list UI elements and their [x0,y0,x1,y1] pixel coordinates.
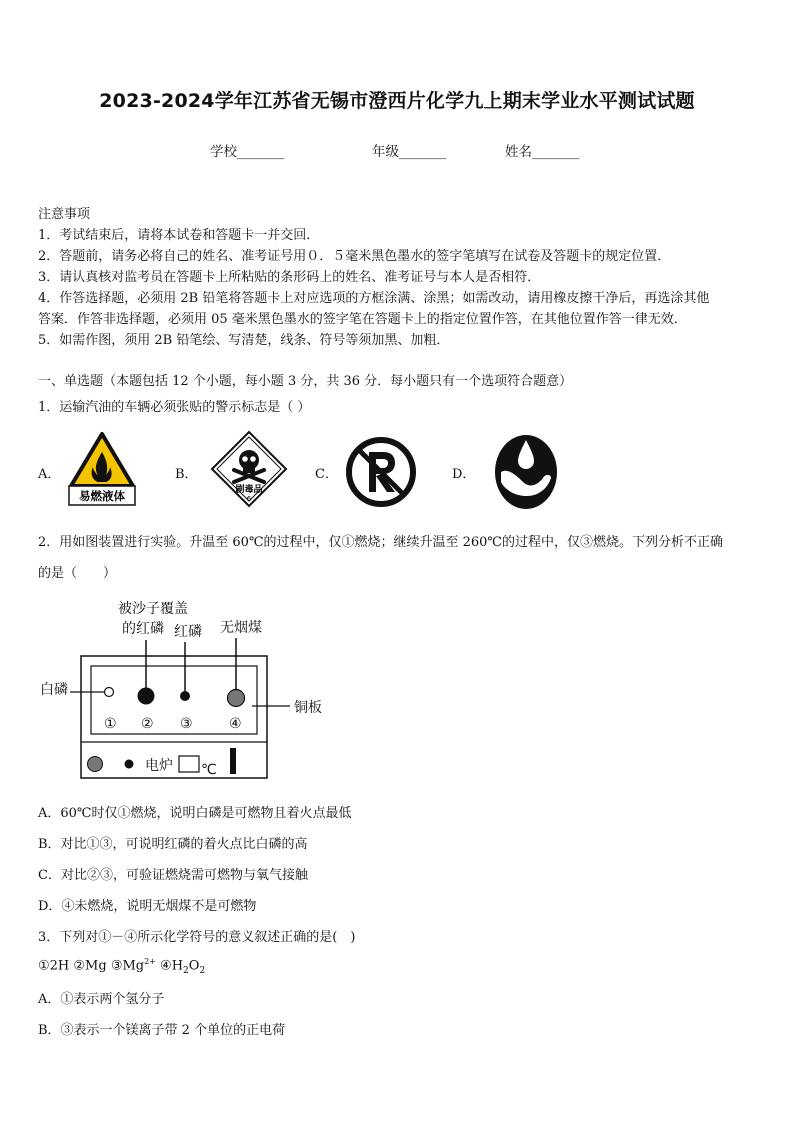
q1-stem: 1．运输汽油的车辆必须张贴的警示标志是（ ） [38,400,311,415]
note-item: 1．考试结束后，请将本试卷和答题卡一并交回． [38,228,320,243]
marker-2: ② [141,716,154,732]
q3-formulas: ①2H ②Mg $③Mg^{2+}$ $④H_2O_2$ [38,957,206,976]
water-saving-sign [493,432,559,510]
q2-option-a: A．60℃时仅①燃烧，说明白磷是可燃物且着火点最低 [38,806,352,821]
sign-b-text: 剧毒品 [235,485,263,495]
q2-stem: 2．用如图装置进行实验。升温至 60℃的过程中，仅①燃烧；继续升温至 260℃的过程中，仅③燃烧。下列分析不正确 [38,535,723,550]
sand-covered-red-phosphorus-sample [138,688,155,705]
name-field: 姓名_______ [505,144,580,160]
marker-3: ③ [180,716,193,732]
note-item: 2．答题前，请务必将自己的姓名、准考证号用０．５毫米黑色墨水的签字笔填写在试卷及答题卡的规定位置． [38,249,671,264]
section-heading: 一、单选题（本题包括 12 个小题，每小题 3 分，共 36 分．每小题只有一个选项符合题意） [38,374,573,389]
note-item: 5．如需作图，须用 2B 铅笔绘、写清楚，线条、符号等须加黑、加粗． [38,333,450,348]
degree-celsius: ℃ [201,762,217,778]
grade-field: 年级_______ [372,144,447,160]
indicator-light-icon [125,760,134,769]
label-anthracite: 无烟煤 [220,620,262,636]
anthracite-sample [228,690,245,707]
label-red-phosphorus: 红磷 [174,624,202,640]
label-white-phosphorus: 白磷 [40,682,68,698]
q2-option-d: D．④未燃烧，说明无烟煤不是可燃物 [38,899,257,914]
note-item: 3．请认真核对监考员在答题卡上所粘贴的条形码上的姓名、准考证号与本人是否相符． [38,270,541,285]
label-sand-covered-2: 的红磷 [122,621,164,637]
q2-stem-cont: 的是（ ） [38,566,117,581]
q2-option-c: C．对比②③，可验证燃烧需可燃物与氧气接触 [38,868,308,883]
no-r-sign [345,436,417,508]
notes-heading: 注意事项 [38,207,91,222]
q1-label-c: C． [315,467,338,482]
q2-option-b: B．对比①③，可说明红磷的着火点比白磷的高 [38,837,308,852]
note-item: 4．作答选择题，必须用 2B 铅笔将答题卡上对应选项的方框涂满、涂黑；如需改动，请用橡皮擦干净后，再选涂其他 [38,291,710,306]
note-item: 答案．作答非选择题，必须用 05 毫米黑色墨水的签字笔在答题卡上的指定位置作答，在其他位置作答一律无效． [38,312,687,327]
marker-1: ① [104,716,117,732]
exam-title: 2023-2024学年江苏省无锡市澄西片化学九上期末学业水平测试试题 [99,90,695,112]
red-phosphorus-sample [180,691,190,701]
q3-stem: 3．下列对①－④所示化学符号的意义叙述正确的是( ) [38,930,356,945]
sign-b-num: 6 [246,495,252,503]
school-field: 学校_______ [210,144,285,160]
label-copper-plate: 铜板 [294,700,322,716]
q1-label-d: D． [452,467,476,482]
toxic-sign [210,430,288,508]
switch-bar [230,748,236,774]
label-sand-covered: 被沙子覆盖 [118,601,188,617]
q3-option-b: B．③表示一个镁离子带 2 个单位的正电荷 [38,1023,286,1038]
sign-a-text: 易燃液体 [79,489,125,503]
marker-4: ④ [229,716,242,732]
combustion-apparatus-diagram [30,596,350,784]
q3-option-a: A．①表示两个氢分子 [38,992,165,1007]
q1-label-a: A． [38,467,61,482]
temperature-display [179,756,199,772]
q1-label-b: B． [175,467,198,482]
white-phosphorus-sample [105,688,114,697]
stove-knob-icon [88,757,103,772]
flammable-liquid-sign [68,432,136,506]
stove-label: 电炉 [145,758,173,774]
